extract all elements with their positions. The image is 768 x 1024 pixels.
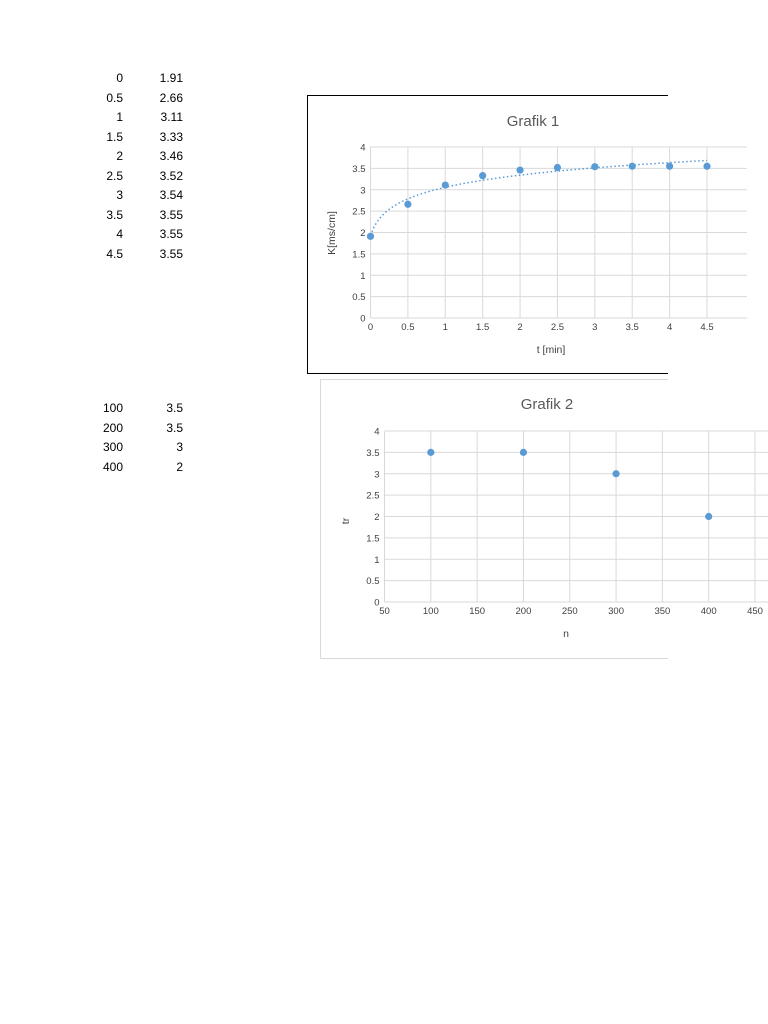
y-tick-label: 1 [360,270,366,282]
data-point [367,233,374,240]
table-cell-x: 100 [102,401,123,415]
table-row [90,167,185,187]
x-tick-label: 3 [592,322,598,333]
y-tick-label: 1.5 [366,533,380,545]
y-tick-label: 3.5 [352,163,366,175]
x-tick-label: 4 [666,322,673,333]
x-tick-label: 250 [561,606,578,617]
x-axis-title: n [563,628,569,640]
table-cell-x: 3.5 [106,207,123,222]
y-tick-label: 2 [360,228,366,239]
y-tick-label: 4 [360,142,366,154]
table-row [90,186,185,206]
table-cell-x: 200 [102,420,123,435]
table-cell-y: 3.33 [159,129,183,144]
y-axis-title: K[ms/cm] [326,211,338,255]
x-tick-label: 2.5 [550,322,565,333]
table-cell-x: 0.5 [106,90,123,105]
table-cell-y: 3.5 [166,420,183,435]
y-tick-label: 1.5 [352,249,366,261]
table-cell-y: 3.5 [166,401,183,415]
chart-grafik-1[interactable] [307,95,714,374]
y-tick-label: 2.5 [352,206,366,218]
x-tick-label: 50 [379,606,390,617]
data-point [442,181,449,188]
table-cell-x: 2.5 [106,168,123,183]
data-table-1 [90,69,185,264]
table-cell-y: 3.55 [159,227,183,241]
table-cell-y: 3 [176,440,183,454]
table-row [90,128,185,148]
table-cell-x: 1 [116,110,123,124]
table-cell-x: 1.5 [106,129,123,144]
data-point [516,166,523,173]
table-cell-x: 3 [116,188,123,202]
chart-2-svg [321,380,763,660]
table-row [90,206,185,226]
y-axis-title: tr [340,517,352,525]
table-cell-y: 1.91 [159,71,183,85]
x-tick-label: 1.5 [476,322,490,333]
x-tick-label: 200 [515,606,532,617]
y-tick-label: 2.5 [366,490,380,502]
y-tick-label: 1 [374,554,380,566]
data-point [612,470,619,477]
table-row [90,419,185,439]
x-tick-label: 0 [367,322,374,333]
data-point [629,163,636,170]
table-cell-x: 0 [116,71,123,85]
table-row [90,147,185,167]
table-row [90,245,185,265]
data-point [705,513,712,520]
x-tick-label: 150 [469,606,486,617]
x-tick-label: 4.5 [700,322,714,333]
table-cell-x: 300 [102,440,123,454]
y-tick-label: 0 [360,313,366,325]
data-point [591,163,598,170]
table-row [90,89,185,109]
y-tick-label: 3 [374,469,380,481]
table-cell-y: 2.66 [159,90,183,105]
table-cell-y: 3.55 [159,246,183,261]
chart-1-svg [308,96,714,375]
table-row [90,225,185,245]
x-tick-label: 450 [747,606,763,617]
x-tick-label: 1 [442,322,448,333]
y-tick-label: 0.5 [366,576,380,588]
data-point [520,449,527,456]
x-tick-label: 300 [608,606,624,617]
data-point [404,201,411,208]
y-tick-label: 0 [374,597,380,609]
y-tick-label: 0.5 [352,292,366,304]
table-cell-x: 4 [116,227,123,241]
x-tick-label: 0.5 [401,322,415,333]
x-tick-label: 3.5 [625,322,639,333]
table-cell-x: 2 [116,149,123,163]
table-row [90,438,185,458]
data-table-2 [90,399,185,477]
data-point [666,163,673,170]
table-cell-y: 2 [176,459,183,474]
chart-title: Grafik 1 [506,113,560,130]
x-tick-label: 400 [700,606,717,617]
y-tick-label: 4 [374,426,380,438]
table-cell-y: 3.11 [160,110,183,124]
y-tick-label: 3 [360,185,366,197]
data-point [479,172,486,179]
data-point [554,164,561,171]
x-tick-label: 350 [654,606,671,617]
table-cell-x: 4.5 [106,246,123,261]
table-row [90,458,185,478]
table-row [90,399,185,419]
chart-title: Grafik 2 [520,396,574,413]
y-tick-label: 3.5 [366,447,380,459]
table-cell-y: 3.52 [159,168,183,183]
y-tick-label: 2 [374,512,380,523]
table-cell-y: 3.46 [159,149,183,163]
data-point [427,449,434,456]
chart-grafik-2[interactable] [320,379,763,659]
x-axis-title: t [min] [536,344,566,356]
table-cell-y: 3.54 [159,188,183,202]
table-row [90,108,185,128]
table-cell-y: 3.55 [159,207,183,222]
table-cell-x: 400 [102,459,123,474]
data-point [703,163,710,170]
x-tick-label: 2 [517,322,523,333]
x-tick-label: 100 [422,606,439,617]
table-row [90,69,185,89]
trendline [371,160,708,235]
